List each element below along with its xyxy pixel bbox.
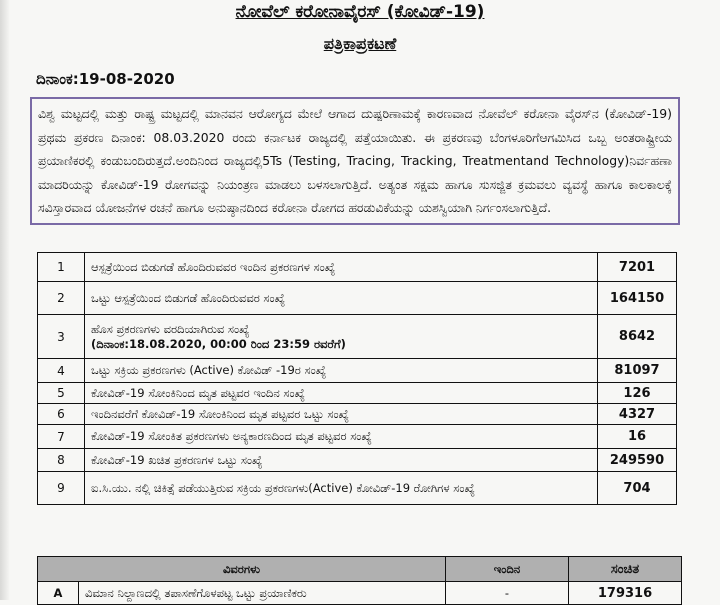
- row-label: ವಿಮಾನ ನಿಲ್ದಾಣದಲ್ಲಿ ತಪಾಸಣೆಗೊಳಪಟ್ಟ ಒಟ್ಟು ಪ್ರಯಾಣಿಕರು: [79, 582, 446, 605]
- document-title: ನೋವೆಲ್ ಕರೋನಾವೈರಸ್ (ಕೋವಿಡ್-19): [235, 2, 485, 22]
- row-number: 9: [38, 472, 85, 505]
- row-label: ಐ.ಸಿ.ಯು. ನಲ್ಲಿ ಚಿಕಿತ್ಸೆ ಪಡೆಯುತ್ತಿರುವ ಸಕ್ರಿಯ ಪ್ರಕರಣಗಳು(Active) ಕೋವಿಡ್-19 ರೋಗಿಗಳ ಸಂಖ್ಯೆ: [85, 472, 598, 505]
- row-number: 5: [38, 383, 85, 404]
- table-row: [38, 383, 677, 404]
- release-date: ದಿನಾಂಕ:19-08-2020: [36, 70, 175, 88]
- row-number: A: [38, 582, 79, 605]
- row-label: ಹೊಸ ಪ್ರಕರಣಗಳು ವರದಿಯಾಗಿರುವ ಸಂಖ್ಯೆ: [91, 321, 250, 336]
- row-label: ಒಟ್ಟು ಸಕ್ರಿಯ ಪ್ರಕರಣಗಳು (Active) ಕೋವಿಡ್ -19ರ ಸಂಖ್ಯೆ: [85, 359, 598, 383]
- row-label: ಕೋವಿಡ್-19 ಸೋಂಕಿನಿಂದ ಮೃತ ಪಟ್ಟವರ ಇಂದಿನ ಸಂಖ್ಯೆ: [85, 383, 598, 404]
- row-label: ಇಂದಿನವರೆಗೆ ಕೋವಿಡ್-19 ಸೋಂಕಿನಿಂದ ಮೃತ ಪಟ್ಟವರ ಒಟ್ಟು ಸಂಖ್ಯೆ: [85, 404, 598, 425]
- summary-box: [30, 97, 680, 225]
- page-edge-shadow: [0, 0, 10, 600]
- row-label: ಆಸ್ಪತ್ರೆಯಿಂದ ಬಿಡುಗಡೆ ಹೊಂದಿರುವವರ ಇಂದಿನ ಪ್ರಕರಣಗಳ ಸಂಖ್ಯೆ: [85, 253, 598, 282]
- row-number: 3: [38, 315, 85, 359]
- row-value: 126: [598, 383, 677, 404]
- table-row: [38, 449, 677, 472]
- row-sublabel: (ದಿನಾಂಕ:18.08.2020, 00:00 ರಿಂದ 23:59 ರವರೆಗೆ): [91, 336, 346, 351]
- table-row: [38, 282, 677, 315]
- summary-text: ವಿಶ್ವ ಮಟ್ಟದಲ್ಲಿ ಮತ್ತು ರಾಷ್ಟ್ರ ಮಟ್ಟದಲ್ಲಿ ಮಾನವನ ಆರೋಗ್ಯದ ಮೇಲೆ ಆಗಾದ ದುಷ್ಪರಿಣಾಮಕ್ಕೆ ಕಾರಣವಾದ ನೋವೆಲ್ ಕರೋನಾ ವೈರಸ್‌ನ (ಕೋವಿಡ್-19) ಪ್ರಥಮ ಪ್ರಕರಣ ದಿನಾಂಕ: 08.03.2020 ರಂದು ಕರ್ನಾಟಕ ರಾಜ್ಯದಲ್ಲಿ ಪತ್ತೆಯಾಯಿತು. ಈ ಪ್ರಕರಣವು ಬೆಂಗಳೂರಿಗೆಆಗಮಿಸಿದ ಒಬ್ಬ ಅಂತರಾಷ್ಟ್ರೀಯ ಪ್ರಯಾಣಿಕರಲ್ಲಿ ಕಂಡುಬಂದಿರುತ್ತದೆ.ಅಂದಿನಿಂದ ರಾಜ್ಯದಲ್ಲಿ5Ts (Testing, Tracing, Tracking, Treatmentand Technology)ನಿರ್ವಹಣಾ ಮಾದರಿಯನ್ನು ಕೋವಿಡ್-19 ರೋಗವನ್ನು ನಿಯಂತ್ರಣ ಮಾಡಲು ಬಳಸಲಾಗುತ್ತಿದೆ. ಅತ್ಯಂತ ಸಕ್ಷಮ ಹಾಗೂ ಸುಸಜ್ಜಿತ ಕ್ರಮವಲು ವ್ಯವಸ್ಥೆ ಹಾಗೂ ಕಾಲಕಾಲಕ್ಕೆ ಸವಿಸ್ತಾರವಾದ ಯೋಜನೆಗಳ ರಚನೆ ಹಾಗೂ ಅನುಷ್ಠಾನದಿಂದ ಕರೋನಾ ರೋಗದ ಹರಡುವಿಕೆಯನ್ನು ಯಶಸ್ವಿಯಾಗಿ ನಿರ್ಗಂಸಲಾಗುತ್ತಿದೆ.: [38, 106, 672, 215]
- row-label: ಕೋವಿಡ್-19 ಖಚಿತ ಪ್ರಕರಣಗಳ ಒಟ್ಟು ಸಂಖ್ಯೆ: [85, 449, 598, 472]
- row-label: ಒಟ್ಟು ಆಸ್ಪತ್ರೆಯಿಂದ ಬಿಡುಗಡೆ ಹೊಂದಿರುವವರ ಸಂಖ್ಯೆ: [85, 282, 598, 315]
- press-release-heading: ಪತ್ರಿಕಾಪ್ರಕಟಣೆ: [323, 34, 397, 53]
- row-value: 164150: [598, 282, 677, 315]
- today-header: ಇಂದಿನ: [446, 557, 569, 582]
- row-label-multiline: [85, 315, 598, 359]
- row-value: 4327: [598, 404, 677, 425]
- row-value: 7201: [598, 253, 677, 282]
- row-value: 8642: [598, 315, 677, 359]
- row-cumulative-value: 179316: [569, 582, 682, 605]
- table-row: [38, 425, 677, 449]
- row-number: 1: [38, 253, 85, 282]
- row-value: 249590: [598, 449, 677, 472]
- row-number: 4: [38, 359, 85, 383]
- row-value: 704: [598, 472, 677, 505]
- row-number: 7: [38, 425, 85, 449]
- table-row: [38, 472, 677, 505]
- details-header: ವಿವರಗಳು: [38, 557, 446, 582]
- row-number: 6: [38, 404, 85, 425]
- details-table: [37, 556, 682, 605]
- row-number: 8: [38, 449, 85, 472]
- row-number: 2: [38, 282, 85, 315]
- details-header-row: [38, 557, 682, 582]
- row-label: ಕೋವಿಡ್-19 ಸೋಂಕಿತ ಪ್ರಕರಣಗಳು ಅನ್ಯಕಾರಣದಿಂದ ಮೃತ ಪಟ್ಟವರ ಸಂಖ್ಯೆ: [85, 425, 598, 449]
- table-row: [38, 253, 677, 282]
- cumulative-header: ಸಂಚಿತ: [569, 557, 682, 582]
- table-row: [38, 359, 677, 383]
- table-row: [38, 404, 677, 425]
- statistics-table: [37, 252, 677, 505]
- row-today-value: -: [446, 582, 569, 605]
- row-value: 16: [598, 425, 677, 449]
- table-row: [38, 582, 682, 605]
- row-value: 81097: [598, 359, 677, 383]
- table-row: [38, 315, 677, 359]
